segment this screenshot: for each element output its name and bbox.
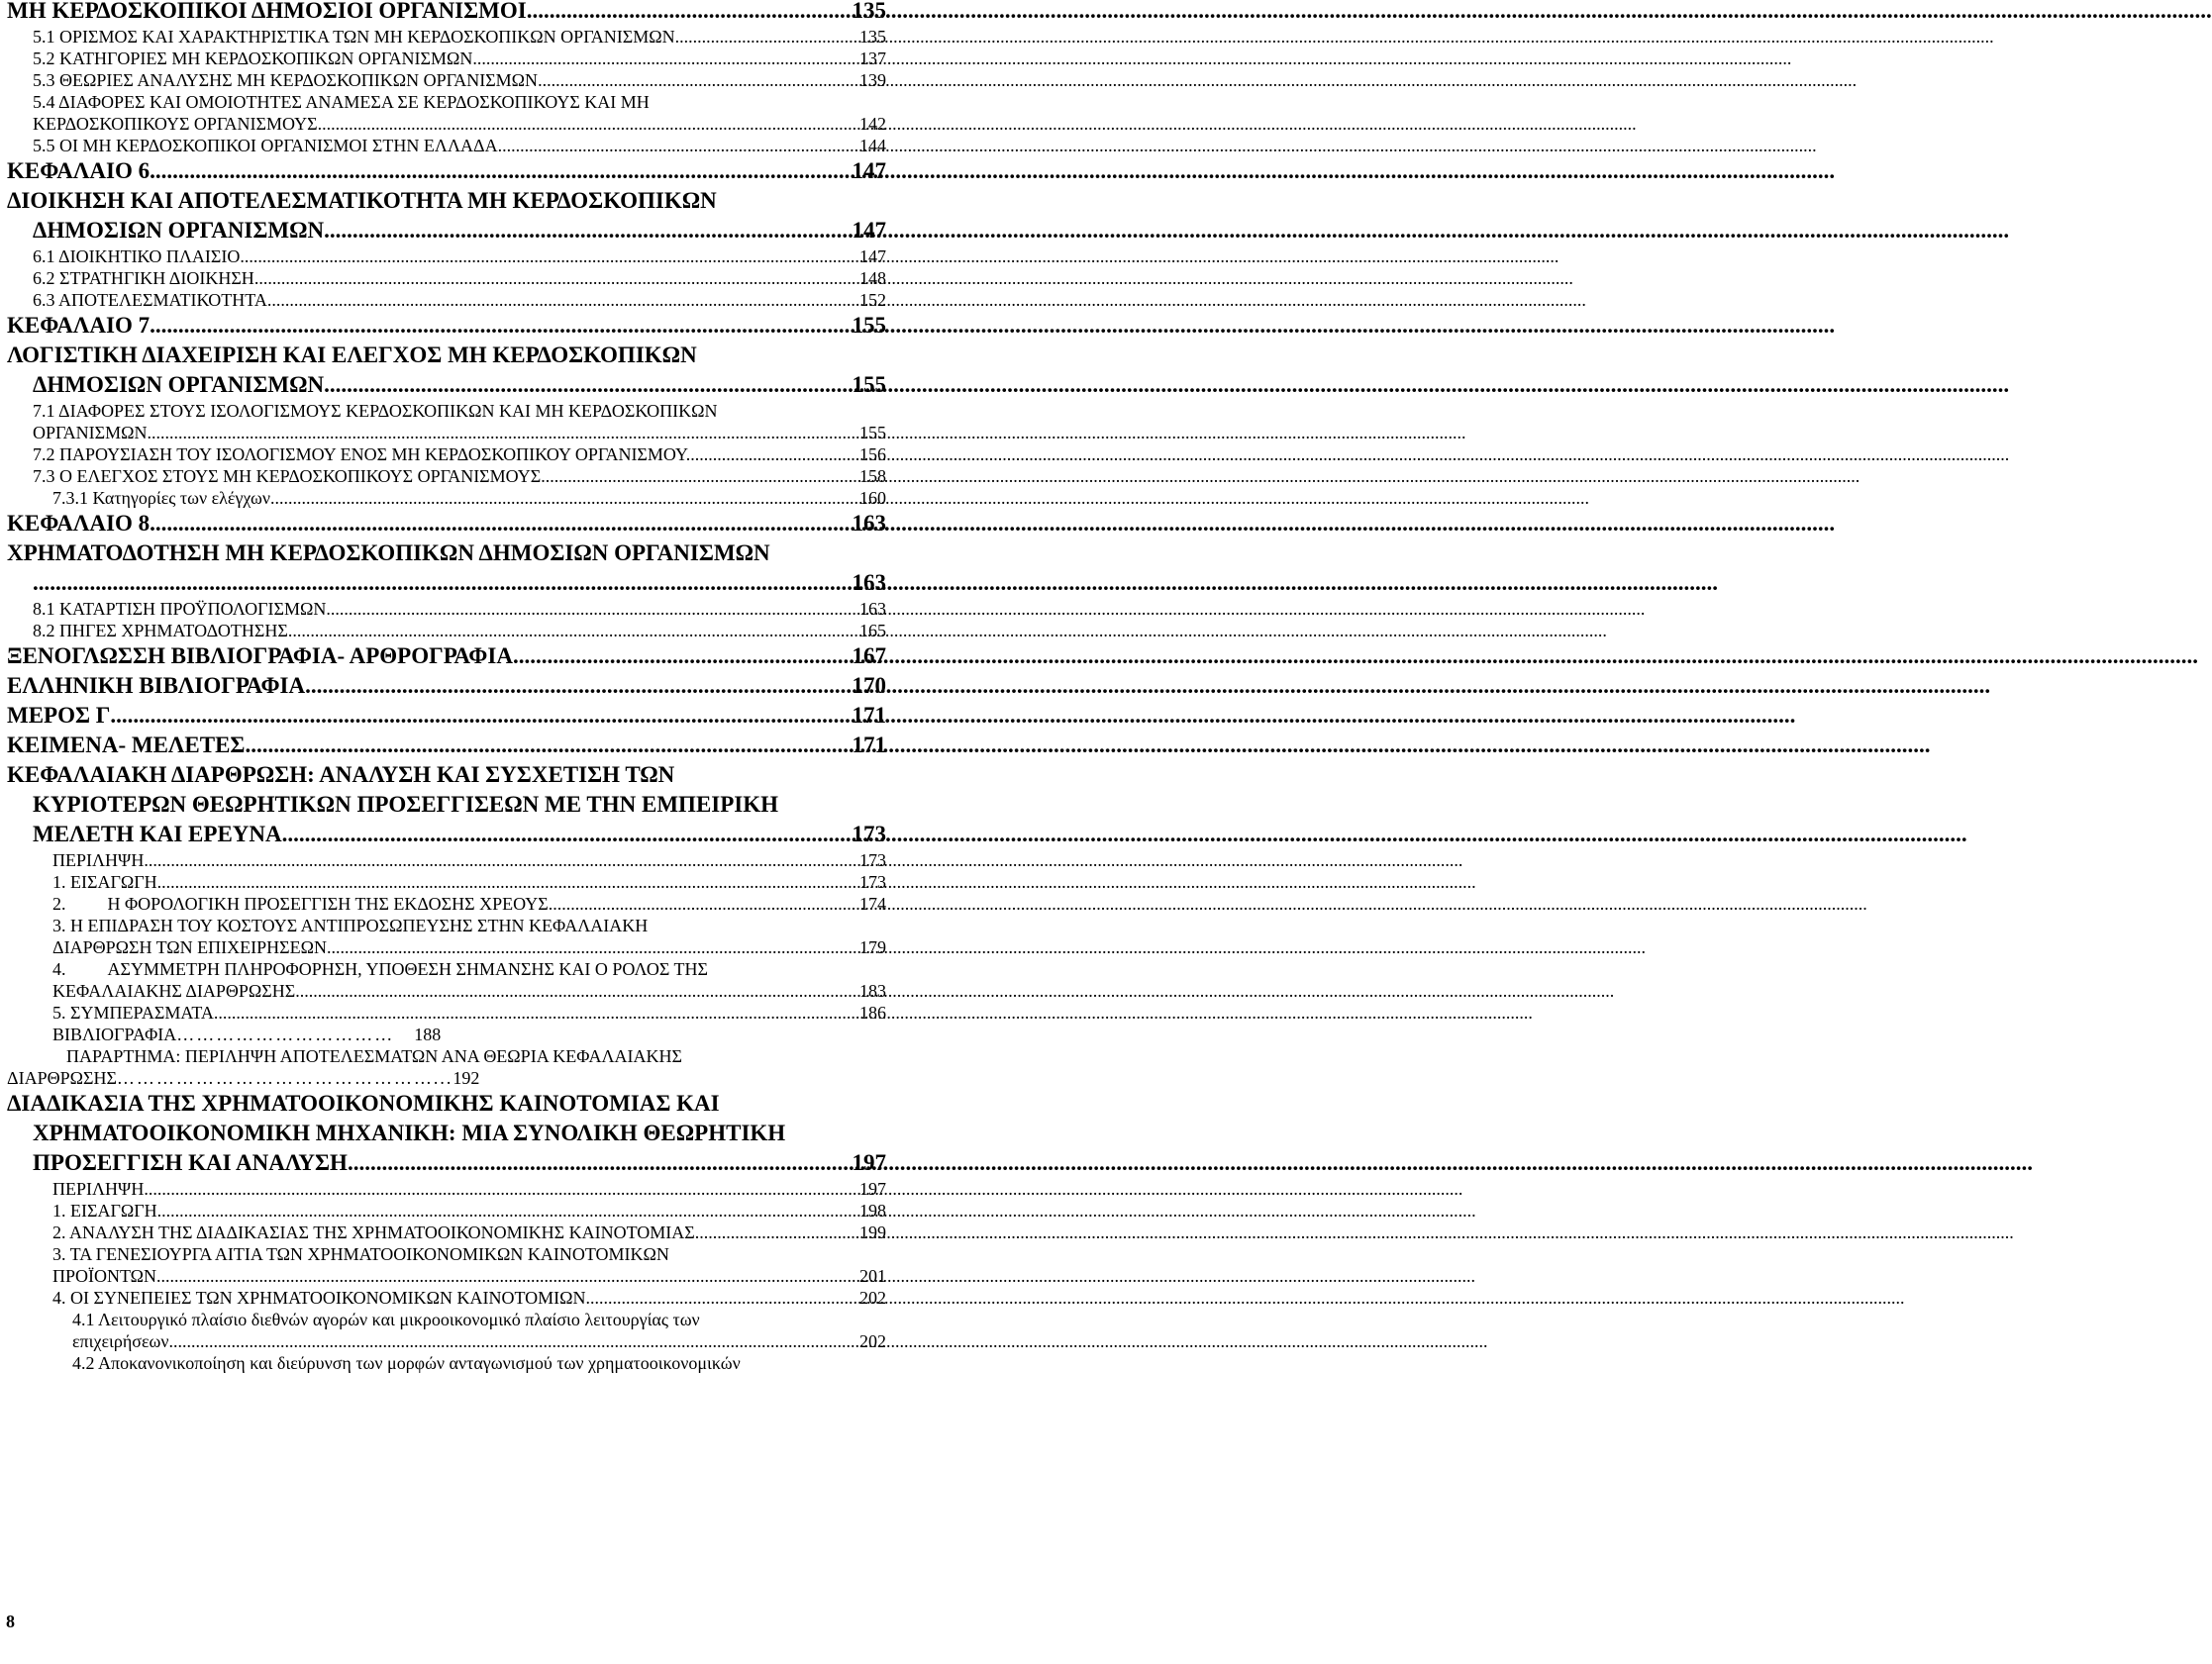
dot-leader: [327, 936, 857, 958]
toc-entry-label: 5.5 ΟΙ ΜΗ ΚΕΡΔΟΣΚΟΠΙΚΟΙ ΟΡΓΑΝΙΣΜΟΙ ΣΤΗΝ ΕΛΛΑΔΑ: [33, 136, 498, 155]
toc-entry-label: ΚΕΦΑΛΑΙΑΚΗΣ ΔΙΑΡΘΡΩΣΗΣ: [52, 981, 296, 1001]
toc-entry-label: 7.3.1 Κατηγορίες των ελέγχων: [52, 488, 270, 508]
toc-entry[interactable]: [7, 1024, 886, 1045]
dot-leader: [214, 1002, 857, 1024]
toc-entry-page: 155: [859, 423, 886, 442]
dot-leader: [33, 568, 851, 598]
toc-entry[interactable]: [7, 849, 886, 871]
toc-entry-page: 174: [859, 894, 886, 914]
toc-entry-page: 139: [859, 70, 886, 90]
toc-entry-page: 173: [859, 872, 886, 892]
toc-entry-text: ΑΣΥΜΜΕΤΡΗ ΠΛΗΡΟΦΟΡΗΣΗ, ΥΠΟΘΕΣΗ ΣΗΜΑΝΣΗΣ ΚΑΙ Ο ΡΟΛΟΣ ΤΗΣ: [107, 959, 708, 979]
toc-entry-label: 5.3 ΘΕΩΡΙΕΣ ΑΝΑΛΥΣΗΣ ΜΗ ΚΕΡΔΟΣΚΟΠΙΚΩΝ ΟΡΓΑΝΙΣΜΩΝ: [33, 70, 539, 90]
toc-entry-label: ΚΕΡΔΟΣΚΟΠΙΚΟΥΣ ΟΡΓΑΝΙΣΜΟΥΣ: [33, 114, 318, 134]
toc-entry-line[interactable]: ΧΡΗΜΑΤΟΟΙΚΟΝΟΜΙΚΗ ΜΗΧΑΝΙΚΗ: ΜΙΑ ΣΥΝΟΛΙΚΗ ΘΕΩΡΗΤΙΚΗ: [33, 1121, 786, 1145]
toc-entry-line[interactable]: ΔΙΟΙΚΗΣΗ ΚΑΙ ΑΠΟΤΕΛΕΣΜΑΤΙΚΟΤΗΤΑ ΜΗ ΚΕΡΔΟΣΚΟΠΙΚΩΝ: [7, 188, 717, 213]
dot-leader: [295, 980, 857, 1002]
dot-leader: [245, 731, 850, 760]
dot-leader: [282, 820, 851, 849]
toc-entry-page: 198: [859, 1201, 886, 1221]
toc-entry[interactable]: [7, 135, 886, 156]
toc-entry-page: 156: [859, 444, 886, 464]
toc-entry-page: 165: [859, 621, 886, 640]
dot-leader: [513, 641, 851, 671]
toc-entry[interactable]: [7, 1330, 886, 1352]
toc-entry-label: ΚΕΦΑΛΑΙΟ 8: [7, 511, 151, 536]
toc-entry[interactable]: [7, 568, 886, 598]
toc-entry[interactable]: [7, 936, 886, 958]
toc-entry[interactable]: [7, 871, 886, 893]
toc-entry-label: 6.3 ΑΠΟΤΕΛΕΣΜΑΤΙΚΟΤΗΤΑ: [33, 290, 267, 310]
dot-leader: [144, 1178, 857, 1200]
toc-entry[interactable]: [7, 216, 886, 245]
toc-entry[interactable]: [7, 289, 886, 311]
toc-entry-label: 8.1 ΚΑΤΑΡΤΙΣΗ ΠΡΟΫΠΟΛΟΓΙΣΜΩΝ: [33, 599, 327, 619]
dot-leader: [324, 216, 850, 245]
dot-leader: [240, 245, 857, 267]
toc-entry-line[interactable]: 4.2 Αποκανονικοποίηση και διεύρυνση των μορφών ανταγωνισμού των χρηματοοικονομικών: [72, 1353, 741, 1373]
toc-entry-label: 1. ΕΙΣΑΓΩΓΗ: [52, 872, 157, 892]
toc-entry-label: 5. ΣΥΜΠΕΡΑΣΜΑΤΑ: [52, 1003, 214, 1023]
toc-entry[interactable]: [7, 701, 886, 731]
toc-entry-line[interactable]: 3. Η ΕΠΙΔΡΑΣΗ ΤΟΥ ΚΟΣΤΟΥΣ ΑΝΤΙΠΡΟΣΩΠΕΥΣΗΣ ΣΤΗΝ ΚΕΦΑΛΑΙΑΚΗ: [52, 916, 649, 935]
toc-entry[interactable]: [7, 48, 886, 69]
toc-entry-label: 7.3 Ο ΕΛΕΓΧΟΣ ΣΤΟΥΣ ΜΗ ΚΕΡΔΟΣΚΟΠΙΚΟΥΣ ΟΡΓΑΝΙΣΜΟΥΣ: [33, 466, 542, 486]
toc-entry[interactable]: [7, 1067, 886, 1089]
toc-entry-label: ΔΗΜΟΣΙΩΝ ΟΡΓΑΝΙΣΜΩΝ: [33, 372, 325, 397]
toc-entry-page: 173: [852, 822, 886, 846]
toc-entry-label: 6.1 ΔΙΟΙΚΗΤΙΚΟ ΠΛΑΙΣΙΟ: [33, 246, 241, 266]
toc-entry-label: 4. ΟΙ ΣΥΝΕΠΕΙΕΣ ΤΩΝ ΧΡΗΜΑΤΟΟΙΚΟΝΟΜΙΚΩΝ ΚΑΙΝΟΤΟΜΙΩΝ: [52, 1288, 586, 1308]
dot-leader: [538, 69, 857, 91]
dot-leader: [690, 443, 857, 465]
toc-entry[interactable]: [7, 509, 886, 538]
toc-entry-label: ΜΕΡΟΣ Γ: [7, 703, 111, 728]
toc-entry[interactable]: [7, 598, 886, 620]
toc-entry-page: 155: [852, 313, 886, 338]
toc-entry-label: ΞΕΝΟΓΛΩΣΣΗ ΒΙΒΛΙΟΓΡΑΦΙΑ- ΑΡΘΡΟΓΡΑΦΙΑ: [7, 643, 513, 668]
toc-entry[interactable]: [7, 370, 886, 400]
dot-leader: [541, 465, 857, 487]
toc-entry-page: 201: [859, 1266, 886, 1286]
toc-entry-label: ΔΙΑΡΘΡΩΣΗ ΤΩΝ ΕΠΙΧΕΙΡΗΣΕΩΝ: [52, 937, 327, 957]
toc-entry-page: 142: [859, 114, 886, 134]
ellipsis-leader: …………………………………………...: [116, 1068, 453, 1088]
toc-entry-label: ΜΕΛΕΤΗ ΚΑΙ ΕΡΕΥΝΑ: [33, 822, 282, 846]
toc-entry[interactable]: [7, 245, 886, 267]
toc-entry-page: 148: [859, 268, 886, 288]
toc-entry[interactable]: [7, 641, 886, 671]
dot-leader: [326, 598, 857, 620]
toc-entry-label: 7.2 ΠΑΡΟΥΣΙΑΣΗ ΤΟΥ ΙΣΟΛΟΓΙΣΜΟΥ ΕΝΟΣ ΜΗ ΚΕΡΔΟΣΚΟΠΙΚΟΥ ΟΡΓΑΝΙΣΜΟΥ.: [33, 444, 691, 464]
toc-entry-page: 186: [859, 1003, 886, 1023]
toc-entry[interactable]: [7, 620, 886, 641]
toc-entry-line[interactable]: 3. ΤΑ ΓΕΝΕΣΙΟΥΡΓΑ ΑΙΤΙΑ ΤΩΝ ΧΡΗΜΑΤΟΟΙΚΟΝΟΜΙΚΩΝ ΚΑΙΝΟΤΟΜΙΚΩΝ: [52, 1244, 669, 1264]
toc-entry-page: 171: [852, 703, 886, 728]
toc-entry-label: ΠΕΡΙΛΗΨΗ: [52, 850, 145, 870]
toc-entry-label: 5.2 ΚΑΤΗΓΟΡΙΕΣ ΜΗ ΚΕΡΔΟΣΚΟΠΙΚΩΝ ΟΡΓΑΝΙΣΜΩΝ: [33, 49, 473, 68]
toc-entry-label: ΕΛΛΗΝΙΚΗ ΒΙΒΛΙΟΓΡΑΦΙΑ: [7, 673, 306, 698]
toc-entry-label: 1. ΕΙΣΑΓΩΓΗ: [52, 1201, 157, 1221]
toc-entry-page: 147: [859, 246, 886, 266]
toc-entry-line[interactable]: ΚΕΦΑΛΑΙΑΚΗ ΔΙΑΡΘΡΩΣΗ: ΑΝΑΛΥΣΗ ΚΑΙ ΣΥΣΧΕΤΙΣΗ ΤΩΝ: [7, 762, 675, 787]
dot-leader: [586, 1287, 857, 1309]
toc-entry-line[interactable]: 5.4 ΔΙΑΦΟΡΕΣ ΚΑΙ ΟΜΟΙΟΤΗΤΕΣ ΑΝΑΜΕΣΑ ΣΕ ΚΕΡΔΟΣΚΟΠΙΚΟΥΣ ΚΑΙ ΜΗ: [33, 92, 650, 112]
toc-entry-line[interactable]: ΛΟΓΙΣΤΙΚΗ ΔΙΑΧΕΙΡΙΣΗ ΚΑΙ ΕΛΕΓΧΟΣ ΜΗ ΚΕΡΔΟΣΚΟΠΙΚΩΝ: [7, 343, 697, 367]
toc-entry-line[interactable]: ΧΡΗΜΑΤΟΔΟΤΗΣΗ ΜΗ ΚΕΡΔΟΣΚΟΠΙΚΩΝ ΔΗΜΟΣΙΩΝ ΟΡΓΑΝΙΣΜΩΝ: [7, 540, 770, 565]
toc-entry[interactable]: [7, 1287, 886, 1309]
toc-entry-page: 171: [852, 733, 886, 757]
dot-leader: [288, 620, 857, 641]
toc-entry-line[interactable]: 7.1 ΔΙΑΦΟΡΕΣ ΣΤΟΥΣ ΙΣΟΛΟΓΙΣΜΟΥΣ ΚΕΡΔΟΣΚΟΠΙΚΩΝ ΚΑΙ ΜΗ ΚΕΡΔΟΣΚΟΠΙΚΩΝ: [33, 401, 718, 421]
toc-entry-label: ΠΕΡΙΛΗΨΗ: [52, 1179, 145, 1199]
toc-entry[interactable]: [7, 1148, 886, 1178]
toc-entry-page: 155: [852, 372, 886, 397]
dot-leader: [472, 48, 857, 69]
toc-entry-page: 197: [852, 1150, 886, 1175]
toc-entry-line[interactable]: 4.1 Λειτουργικό πλαίσιο διεθνών αγορών και μικροοικονομικό πλαίσιο λειτουργίας των: [72, 1310, 700, 1329]
toc-entry-page: 167: [852, 643, 886, 668]
toc-entry-page: 147: [852, 158, 886, 183]
toc-entry-label: 8.2 ΠΗΓΕΣ ΧΡΗΜΑΤΟΔΟΤΗΣΗΣ: [33, 621, 288, 640]
page-number: 8: [6, 1612, 15, 1631]
dot-leader: [348, 1148, 851, 1178]
toc-entry-label: επιχειρήσεων: [72, 1331, 169, 1351]
dot-leader: [169, 1330, 857, 1352]
toc-entry[interactable]: [7, 311, 886, 341]
dot-leader: [267, 289, 857, 311]
toc-entry-label: ΟΡΓΑΝΙΣΜΩΝ: [33, 423, 148, 442]
toc-entry-page: 152: [859, 290, 886, 310]
toc-entry-page: 163: [859, 599, 886, 619]
dot-leader: [498, 135, 857, 156]
toc-entry-page: 173: [859, 850, 886, 870]
toc-entry[interactable]: [7, 1222, 886, 1243]
dot-leader: [144, 849, 857, 871]
toc-entry[interactable]: [7, 671, 886, 701]
dot-leader: [695, 1222, 857, 1243]
dot-leader: [318, 113, 857, 135]
dot-leader: [157, 1200, 857, 1222]
toc-entry-number: 4.: [52, 959, 66, 979]
toc-entry[interactable]: [7, 443, 886, 465]
toc-entry[interactable]: [7, 1265, 886, 1287]
toc-entry[interactable]: [7, 465, 886, 487]
toc-entry-page: 137: [859, 49, 886, 68]
toc-entry-line[interactable]: ΠΑΡΑΡΤΗΜΑ: ΠΕΡΙΛΗΨΗ ΑΠΟΤΕΛΕΣΜΑΤΩΝ ΑΝΑ ΘΕΩΡΙΑ ΚΕΦΑΛΑΙΑΚΗΣ: [66, 1046, 683, 1066]
toc-entry[interactable]: [7, 69, 886, 91]
toc-entry-page: 199: [859, 1223, 886, 1242]
dot-leader: [324, 370, 850, 400]
dot-leader: [254, 267, 857, 289]
toc-entry-label: ΚΕΦΑΛΑΙΟ 6: [7, 158, 151, 183]
dot-leader: [150, 156, 850, 186]
toc-entry[interactable]: [7, 1200, 886, 1222]
toc-entry-page: 135: [852, 0, 886, 23]
dot-leader: [150, 311, 850, 341]
toc-entry-label: ΔΗΜΟΣΙΩΝ ΟΡΓΑΝΙΣΜΩΝ: [33, 218, 325, 243]
toc-entry-page: 147: [852, 218, 886, 243]
table-of-contents: [7, 0, 886, 1374]
toc-entry[interactable]: [7, 422, 886, 443]
toc-entry-page: 202: [859, 1288, 886, 1308]
toc-entry-label: 2. ΑΝΑΛΥΣΗ ΤΗΣ ΔΙΑΔΙΚΑΣΙΑΣ ΤΗΣ ΧΡΗΜΑΤΟΟΙΚΟΝΟΜΙΚΗΣ ΚΑΙΝΟΤΟΜΙΑΣ: [52, 1223, 695, 1242]
toc-entry[interactable]: [7, 113, 886, 135]
toc-entry[interactable]: [7, 156, 886, 186]
toc-entry-label: ΔΙΑΡΘΡΩΣΗΣ: [7, 1068, 117, 1088]
toc-entry-label: ΠΡΟΪΟΝΤΩΝ: [52, 1266, 157, 1286]
dot-leader: [549, 893, 857, 915]
toc-entry-number: 2.: [52, 894, 66, 914]
toc-entry[interactable]: [7, 487, 886, 509]
toc-entry-page: 135: [859, 27, 886, 47]
ellipsis-leader: ……………………………: [176, 1025, 395, 1044]
toc-entry-label: 6.2 ΣΤΡΑΤΗΓΙΚΗ ΔΙΟΙΚΗΣΗ: [33, 268, 254, 288]
toc-entry-label: ΚΕΦΑΛΑΙΟ 7: [7, 313, 151, 338]
dot-leader: [270, 487, 857, 509]
dot-leader: [147, 422, 857, 443]
toc-entry[interactable]: [7, 1178, 886, 1200]
toc-entry[interactable]: [7, 731, 886, 760]
toc-entry-page: 160: [859, 488, 886, 508]
toc-entry-page: 163: [852, 511, 886, 536]
toc-entry-page: 144: [859, 136, 886, 155]
dot-leader: [110, 701, 850, 731]
toc-entry[interactable]: [7, 26, 886, 48]
dot-leader: [527, 0, 851, 26]
toc-entry-line[interactable]: ΔΙΑΔΙΚΑΣΙΑ ΤΗΣ ΧΡΗΜΑΤΟΟΙΚΟΝΟΜΙΚΗΣ ΚΑΙΝΟΤΟΜΙΑΣ ΚΑΙ: [7, 1091, 720, 1116]
toc-entry-label: 5.1 ΟΡΙΣΜΟΣ ΚΑΙ ΧΑΡΑΚΤΗΡΙΣΤΙΚΑ ΤΩΝ ΜΗ ΚΕΡΔΟΣΚΟΠΙΚΩΝ ΟΡΓΑΝΙΣΜΩΝ: [33, 27, 675, 47]
dot-leader: [305, 671, 850, 701]
toc-entry-page: 158: [859, 466, 886, 486]
toc-entry-page: 192: [452, 1068, 480, 1088]
toc-entry-label: ΚΕΙΜΕΝΑ- ΜΕΛΕΤΕΣ: [7, 733, 246, 757]
dot-leader: [157, 871, 857, 893]
toc-entry-page: 163: [852, 570, 886, 595]
toc-entry-label: ΒΙΒΛΙΟΓΡΑΦΙΑ: [52, 1025, 177, 1044]
toc-entry-page: 183: [859, 981, 886, 1001]
toc-entry-page: 188: [414, 1025, 442, 1044]
toc-entry-label: ΜΗ ΚΕΡΔΟΣΚΟΠΙΚΟΙ ΔΗΜΟΣΙΟΙ ΟΡΓΑΝΙΣΜΟΙ: [7, 0, 527, 23]
dot-leader: [675, 26, 857, 48]
toc-entry[interactable]: [7, 893, 886, 915]
toc-entry-page: 202: [859, 1331, 886, 1351]
toc-entry-page: 197: [859, 1179, 886, 1199]
toc-entry[interactable]: [7, 820, 886, 849]
toc-entry-line[interactable]: ΚΥΡΙΟΤΕΡΩΝ ΘΕΩΡΗΤΙΚΩΝ ΠΡΟΣΕΓΓΙΣΕΩΝ ΜΕ ΤΗΝ ΕΜΠΕΙΡΙΚΗ: [33, 792, 779, 817]
toc-entry-page: 170: [852, 673, 886, 698]
dot-leader: [156, 1265, 857, 1287]
toc-entry-page: 179: [859, 937, 886, 957]
toc-entry-line[interactable]: [7, 958, 886, 980]
toc-entry-label: Η ΦΟΡΟΛΟΓΙΚΗ ΠΡΟΣΕΓΓΙΣΗ ΤΗΣ ΕΚΔΟΣΗΣ ΧΡΕΟΥΣ: [107, 894, 549, 914]
dot-leader: [150, 509, 850, 538]
toc-entry[interactable]: [7, 1002, 886, 1024]
toc-entry[interactable]: [7, 267, 886, 289]
toc-entry[interactable]: [7, 0, 886, 26]
toc-entry-label: ΠΡΟΣΕΓΓΙΣΗ ΚΑΙ ΑΝΑΛΥΣΗ: [33, 1150, 348, 1175]
toc-entry[interactable]: [7, 980, 886, 1002]
